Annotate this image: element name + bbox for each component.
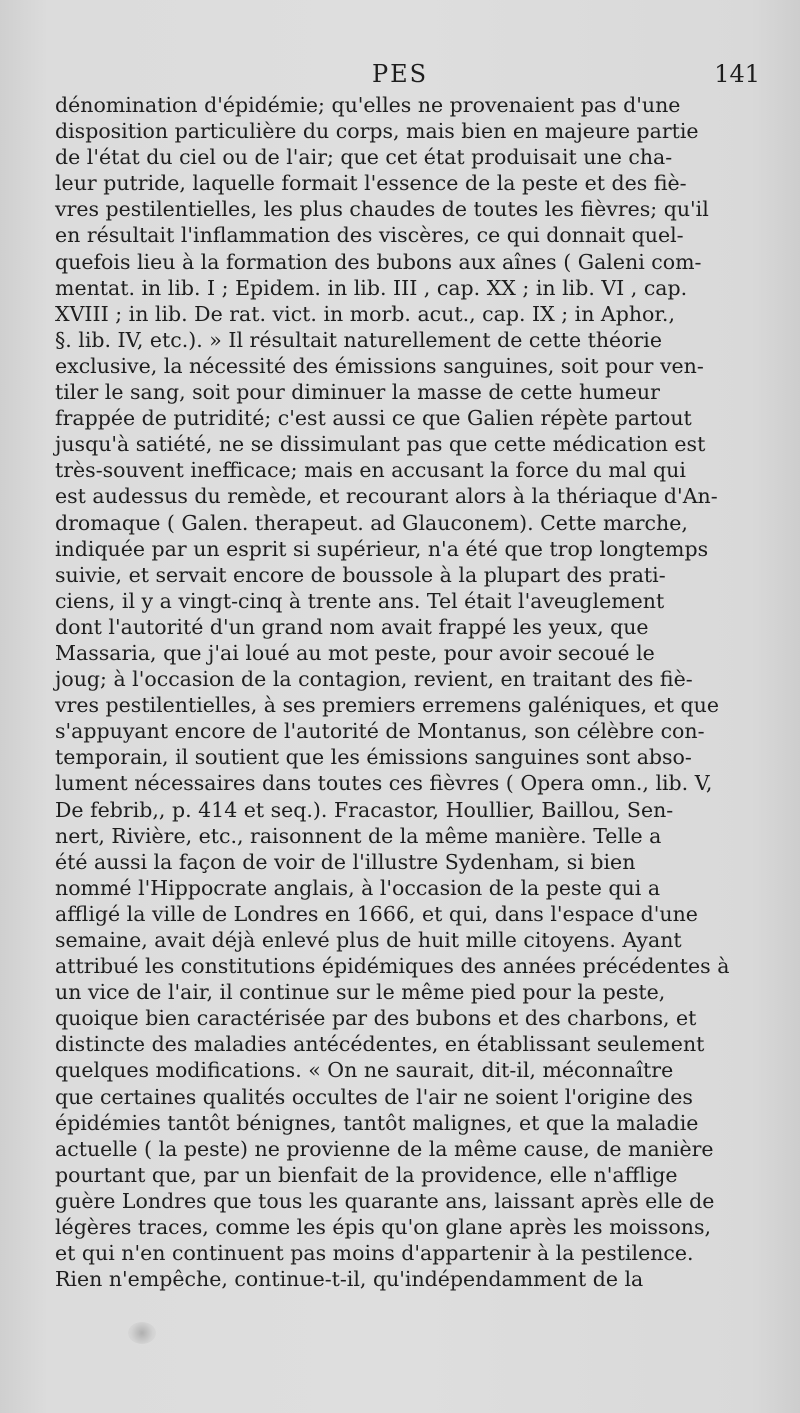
text-line: jusqu'à satiété, ne se dissimulant pas que cette médication est bbox=[55, 432, 706, 457]
text-line: §. lib. IV, etc.). » Il résultait naturellement de cette théorie bbox=[55, 327, 662, 352]
text-line: vres pestilentielles, les plus chaudes de toutes les fièvres; qu'il bbox=[55, 197, 709, 222]
text-line: distincte des maladies antécédentes, en établissant seulement bbox=[55, 1032, 705, 1057]
text-line: dromaque ( Galen. therapeut. ad Glauconem). Cette marche, bbox=[55, 510, 688, 535]
text-line: guère Londres que tous les quarante ans, laissant après elle de bbox=[55, 1188, 715, 1213]
text-line: joug; à l'occasion de la contagion, revient, en traitant des fiè- bbox=[55, 667, 693, 692]
text-line: épidémies tantôt bénignes, tantôt malignes, et que la maladie bbox=[55, 1110, 699, 1135]
text-line: disposition particulière du corps, mais bien en majeure partie bbox=[55, 119, 699, 144]
text-line: que certaines qualités occultes de l'air ne soient l'origine des bbox=[55, 1084, 693, 1109]
text-line: dénomination d'épidémie; qu'elles ne provenaient pas d'une bbox=[55, 93, 681, 117]
text-line: suivie, et servait encore de boussole à la plupart des prati- bbox=[55, 562, 666, 587]
text-line: De febrib,, p. 414 et seq.). Fracastor, Houllier, Baillou, Sen- bbox=[55, 797, 674, 822]
text-line: nert, Rivière, etc., raisonnent de la même manière. Telle a bbox=[55, 823, 662, 848]
text-line: affligé la ville de Londres en 1666, et qui, dans l'espace d'une bbox=[55, 901, 698, 926]
text-line: ciens, il y a vingt-cinq à trente ans. Tel était l'aveuglement bbox=[55, 588, 665, 613]
text-line: très-souvent inefficace; mais en accusant la force du mal qui bbox=[55, 458, 686, 483]
text-line: quoique bien caractérisée par des bubons et des charbons, et bbox=[55, 1006, 697, 1031]
text-line: dont l'autorité d'un grand nom avait frappé les yeux, que bbox=[55, 614, 649, 639]
text-line: vres pestilentielles, à ses premiers erremens galéniques, et que bbox=[55, 693, 719, 718]
text-line: quelques modifications. « On ne saurait, dit-il, méconnaître bbox=[55, 1058, 674, 1083]
text-line: pourtant que, par un bienfait de la providence, elle n'afflige bbox=[55, 1162, 678, 1187]
text-line: quefois lieu à la formation des bubons aux aînes ( Galeni com- bbox=[55, 249, 702, 274]
text-line: légères traces, comme les épis qu'on glane après les moissons, bbox=[55, 1215, 712, 1240]
text-line: un vice de l'air, il continue sur le même pied pour la peste, bbox=[55, 980, 666, 1005]
text-line: été aussi la façon de voir de l'illustre Sydenham, si bien bbox=[55, 849, 636, 874]
text-line: attribué les constitutions épidémiques des années précédentes à bbox=[55, 954, 730, 979]
text-line: semaine, avait déjà enlevé plus de huit mille citoyens. Ayant bbox=[55, 928, 682, 952]
text-line: indiquée par un esprit si supérieur, n'a été que trop longtemps bbox=[55, 536, 709, 561]
text-line: Massaria, que j'ai loué au mot peste, pour avoir secoué le bbox=[55, 640, 655, 665]
text-line: est audessus du remède, et recourant alors à la thériaque d'An- bbox=[55, 484, 718, 509]
text-line: mentat. in lib. I ; Epidem. in lib. III , cap. XX ; in lib. VI , cap. bbox=[55, 275, 688, 300]
text-line: Rien n'empêche, continue-t-il, qu'indépendamment de la bbox=[55, 1267, 644, 1292]
text-line: exclusive, la nécessité des émissions sanguines, soit pour ven- bbox=[55, 353, 704, 378]
page-number: 141 bbox=[714, 60, 760, 88]
text-line: lument nécessaires dans toutes ces fièvres ( Opera omn., lib. V, bbox=[55, 771, 713, 796]
text-line: nommé l'Hippocrate anglais, à l'occasion de la peste qui a bbox=[55, 875, 661, 900]
text-line: temporain, il soutient que les émissions sanguines sont abso- bbox=[55, 745, 692, 770]
text-line: tiler le sang, soit pour diminuer la masse de cette humeur bbox=[55, 380, 660, 405]
ink-smudge bbox=[128, 1322, 156, 1344]
text-line: de l'état du ciel ou de l'air; que cet état produisait une cha- bbox=[55, 145, 673, 170]
text-line: s'appuyant encore de l'autorité de Montanus, son célèbre con- bbox=[55, 719, 705, 744]
text-line: actuelle ( la peste) ne provienne de la même cause, de manière bbox=[55, 1136, 714, 1161]
running-head bbox=[55, 60, 760, 90]
body-text bbox=[55, 92, 730, 1292]
text-line: frappée de putridité; c'est aussi ce que Galien répète partout bbox=[55, 406, 692, 431]
text-line: leur putride, laquelle formait l'essence de la peste et des fiè- bbox=[55, 171, 687, 196]
text-line: en résultait l'inflammation des viscères, ce qui donnait quel- bbox=[55, 223, 684, 248]
text-line: XVIII ; in lib. De rat. vict. in morb. acut., cap. IX ; in Aphor., bbox=[55, 301, 675, 326]
running-title: PES bbox=[371, 60, 429, 88]
text-line: et qui n'en continuent pas moins d'appartenir à la pestilence. bbox=[55, 1241, 694, 1266]
